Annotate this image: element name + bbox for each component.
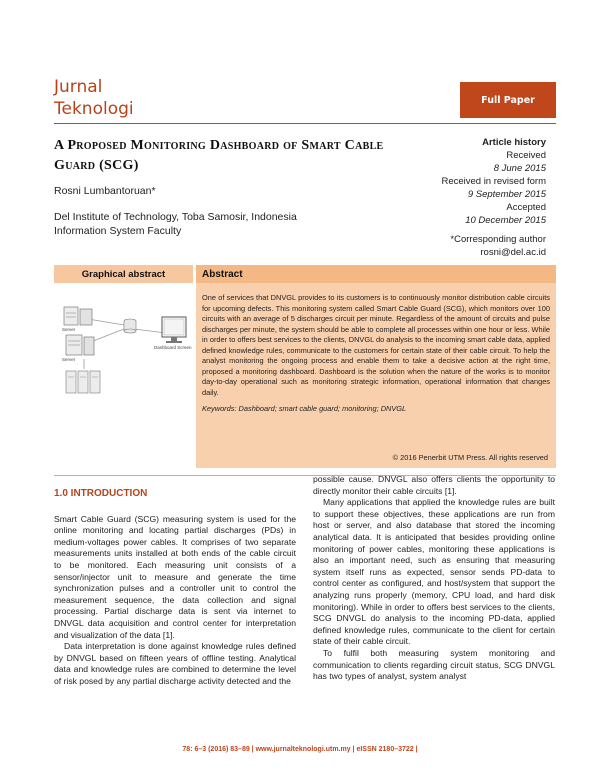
corresponding-author bbox=[366, 233, 546, 259]
link-line bbox=[134, 329, 166, 333]
corresponding-label: *Corresponding author bbox=[450, 234, 546, 245]
body-column-right bbox=[313, 474, 555, 683]
paragraph: To fulfil both measuring system monitoring and communication to clients regarding circuit status, SCG DNVGL has two types of analyst, system analyst bbox=[313, 647, 555, 682]
paper-type-banner: Full Paper bbox=[460, 82, 556, 118]
abstract-heading: Abstract bbox=[196, 265, 556, 283]
journal-name-line1: Jurnal bbox=[54, 77, 103, 97]
monitor-icon bbox=[162, 317, 186, 343]
history-received-date: 8 June 2015 bbox=[493, 163, 546, 174]
paragraph: Data interpretation is done against knowledge rules defined by DNVGL based on fifteen years of offline testing. Analytical data and knowledge rules are combined to determine the level of risk posed by any partial discharge activity detected and the bbox=[54, 641, 296, 686]
history-received-label: Received bbox=[506, 150, 546, 161]
paragraph: possible cause. DNVGL also offers clients the opportunity to directly monitor their cable circuits [1]. bbox=[313, 474, 555, 496]
server-icon bbox=[66, 335, 94, 355]
journal-name-line2: Teknologi bbox=[54, 99, 134, 119]
paragraph: Smart Cable Guard (SCG) measuring system is used for the online monitoring and locating partial discharges (PDs) in medium-voltages power cables. It comprises of two separate measurements units installed at both ends of the cable circuit to be monitored. Each measuring unit consists of a sensor/injector unit to measure and generate the time synchronization pulses and a controller unit to control the measurement sequence, the data collection and signal processing. Partial discharge data is sent via internet to DNVGL data acquisition and control center for interpretation and visualization of the data [1]. bbox=[54, 513, 296, 640]
copyright-notice: © 2016 Penerbit UTM Press. All rights reserved bbox=[392, 453, 548, 462]
graphical-abstract bbox=[54, 265, 193, 470]
body-column-left bbox=[54, 488, 296, 688]
server-label: Server bbox=[62, 327, 76, 332]
journal-name bbox=[54, 76, 134, 120]
server-icon bbox=[64, 307, 92, 325]
server-label: Server bbox=[62, 357, 76, 362]
abstract-box bbox=[196, 265, 556, 468]
link-line bbox=[88, 319, 124, 325]
author-name: Rosni Lumbantoruan* bbox=[54, 185, 156, 197]
paper-title: A Proposed Monitoring Dashboard of Smart Cable Guard (SCG) bbox=[54, 138, 384, 173]
server-rack-icon bbox=[66, 371, 100, 393]
dashboard-label: Dashboard Screen bbox=[154, 345, 192, 350]
page-footer: 78: 6–3 (2016) 83–89 | www.jurnalteknologi.utm.my | eISSN 2180–3722 | bbox=[182, 746, 418, 753]
corresponding-email[interactable]: rosni@del.ac.id bbox=[480, 247, 546, 258]
abstract-body: One of services that DNVGL provides to its customers is to continuously monitor distribution cable circuits for upcoming defects. This monitoring system called Smart Cable Guard (SCG), which monitors over 100 circuits with an average of 5 discharges circuit per minute. Regardless of the amount of circuits and pulse discharges per minute, the system should be able to complete all processes within one hour or less. While in order to offers best services to the clients, DNVGL do analysis to the incoming smart cable data, applied defined knowledge rules, communicate to the customers for certain state of their cable circuit. To help the analyst monitoring the ongoing process and enable them to take a decisive action at the right time, proposed a monitoring dashboard. Dashboard is the solution when the nature of the works is to monitor day-to-day operational such as monitoring strategic information, operational information that changes daily. bbox=[202, 293, 550, 397]
abstract-keywords: Keywords: Dashboard; smart cable guard; monitoring; DNVGL bbox=[202, 404, 407, 413]
header-divider bbox=[54, 123, 556, 124]
graphical-abstract-heading: Graphical abstract bbox=[54, 265, 193, 283]
affiliation-line2: Information System Faculty bbox=[54, 225, 182, 237]
history-revised-label: Received in revised form bbox=[441, 176, 546, 187]
history-revised-date: 9 September 2015 bbox=[467, 189, 546, 200]
graphical-abstract-figure bbox=[54, 283, 193, 413]
article-history bbox=[386, 136, 546, 227]
history-accepted-label: Accepted bbox=[506, 202, 546, 213]
section-heading-introduction: 1.0 INTRODUCTION bbox=[54, 488, 148, 499]
history-heading: Article history bbox=[482, 137, 546, 148]
affiliation bbox=[54, 210, 297, 238]
database-icon bbox=[124, 319, 136, 333]
history-accepted-date: 10 December 2015 bbox=[465, 215, 546, 226]
paragraph: Many applications that applied the knowledge rules are built to support these objectives, these applications are run from host or server, and also database that stored the incoming analytical data. It is anticipated that besides providing online monitoring of power cables, monitoring these applications is also an important need, such as ensuring that measuring system itself runs as expected, sensor sends PD-data to control center as configured, and host/system that support the analyzing runs properly (memory, CPU load, and hard disk monitoring). While in order to offers best services to the clients, SCG DNVGL do analysis to the incoming PD-data, applied defined knowledge rules, communicate to the client for certain state of their cable circuit. bbox=[313, 497, 555, 647]
affiliation-line1: Del Institute of Technology, Toba Samosir, Indonesia bbox=[54, 211, 297, 223]
